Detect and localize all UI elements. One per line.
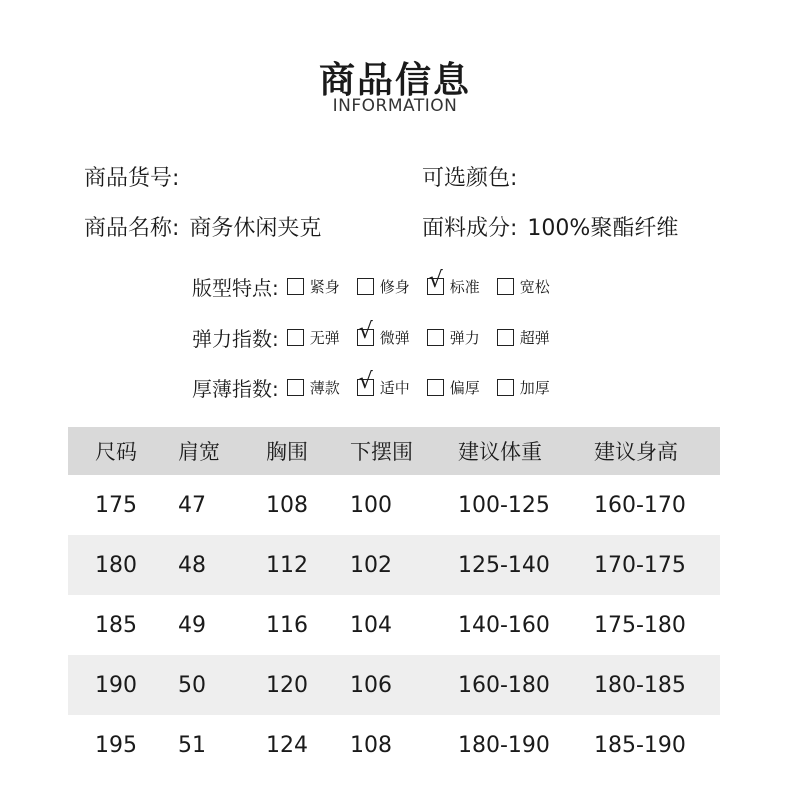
option-choice-label: 适中: [379, 379, 410, 397]
table-cell: 180-190: [458, 732, 550, 758]
table-cell: 160-170: [594, 492, 686, 518]
option-choice-label: 标准: [449, 278, 480, 296]
table-cell: 170-175: [594, 552, 686, 578]
size-table: [68, 427, 720, 775]
option-choice[interactable]: [427, 268, 480, 297]
column-header: 胸围: [266, 440, 308, 464]
table-cell: 124: [266, 732, 308, 758]
option-choice-label: 加厚: [519, 379, 550, 397]
check-mark-icon[interactable]: [357, 369, 374, 396]
empty-checkbox-icon[interactable]: [497, 329, 514, 346]
option-choice-label: 弹力: [449, 329, 480, 347]
table-row: [68, 655, 720, 715]
table-cell: 47: [178, 492, 206, 518]
table-cell: 108: [266, 492, 308, 518]
column-header: 肩宽: [178, 440, 220, 464]
table-cell: 175-180: [594, 612, 686, 638]
option-choice-label: 偏厚: [449, 379, 480, 397]
fabric-label: 面料成分:: [422, 216, 518, 241]
option-choice[interactable]: [497, 377, 550, 398]
check-mark-icon[interactable]: [427, 268, 444, 295]
page-subtitle: INFORMATION: [332, 96, 458, 116]
empty-checkbox-icon[interactable]: [357, 278, 374, 295]
option-choice-label: 薄款: [309, 379, 340, 397]
table-cell: 195: [95, 732, 137, 758]
option-row: [192, 319, 567, 352]
check-mark-icon[interactable]: [357, 319, 374, 346]
option-choice[interactable]: [287, 327, 340, 348]
table-row: [68, 475, 720, 535]
table-row: [68, 715, 720, 775]
check-mark-icon: √: [358, 319, 373, 344]
product-name-label: 商品名称:: [84, 216, 180, 241]
option-choice[interactable]: [287, 377, 340, 398]
table-cell: 160-180: [458, 672, 550, 698]
table-cell: 180-185: [594, 672, 686, 698]
table-cell: 49: [178, 612, 206, 638]
option-row-label: 版型特点:: [192, 276, 279, 300]
table-cell: 108: [350, 732, 392, 758]
table-cell: 116: [266, 612, 308, 638]
table-cell: 175: [95, 492, 137, 518]
table-cell: 185: [95, 612, 137, 638]
option-row-label: 厚薄指数:: [192, 377, 279, 401]
option-choice-label: 修身: [379, 278, 410, 296]
fabric-value: 100%聚酯纤维: [527, 216, 679, 241]
table-cell: 112: [266, 552, 308, 578]
table-cell: 48: [178, 552, 206, 578]
table-cell: 100: [350, 492, 392, 518]
table-cell: 106: [350, 672, 392, 698]
column-header: 建议体重: [458, 440, 542, 464]
table-cell: 104: [350, 612, 392, 638]
size-table-header: [68, 427, 720, 475]
table-cell: 190: [95, 672, 137, 698]
table-row: [68, 535, 720, 595]
option-row: [192, 369, 567, 402]
table-cell: 120: [266, 672, 308, 698]
empty-checkbox-icon[interactable]: [427, 379, 444, 396]
table-cell: 180: [95, 552, 137, 578]
option-choice[interactable]: [357, 369, 410, 398]
option-choice-label: 宽松: [519, 278, 550, 296]
empty-checkbox-icon[interactable]: [427, 329, 444, 346]
option-choice[interactable]: [497, 276, 550, 297]
option-choice-label: 紧身: [309, 278, 340, 296]
option-choice[interactable]: [287, 276, 340, 297]
table-cell: 185-190: [594, 732, 686, 758]
table-cell: 51: [178, 732, 206, 758]
column-header: 尺码: [95, 440, 137, 464]
table-row: [68, 595, 720, 655]
option-choice-label: 超弹: [519, 329, 550, 347]
table-cell: 102: [350, 552, 392, 578]
check-mark-icon: √: [358, 369, 373, 394]
page-title: 商品信息: [318, 60, 471, 101]
option-choice[interactable]: [357, 276, 410, 297]
product-name: [84, 211, 321, 242]
column-header: 建议身高: [594, 440, 678, 464]
option-row-label: 弹力指数:: [192, 327, 279, 351]
empty-checkbox-icon[interactable]: [287, 329, 304, 346]
option-choice[interactable]: [427, 377, 480, 398]
column-header: 下摆围: [350, 440, 413, 464]
product-name-value: 商务休闲夹克: [189, 216, 322, 241]
option-choice[interactable]: [427, 327, 480, 348]
empty-checkbox-icon[interactable]: [287, 278, 304, 295]
empty-checkbox-icon[interactable]: [497, 379, 514, 396]
item-number-label: 商品货号:: [84, 166, 180, 191]
option-row: [192, 268, 567, 301]
table-cell: 50: [178, 672, 206, 698]
option-choice-label: 微弹: [379, 329, 410, 347]
empty-checkbox-icon[interactable]: [287, 379, 304, 396]
table-cell: 100-125: [458, 492, 550, 518]
size-table-body: [68, 475, 720, 775]
check-mark-icon: √: [428, 268, 443, 293]
option-choice[interactable]: [357, 319, 410, 348]
table-cell: 140-160: [458, 612, 550, 638]
fabric-composition: [422, 211, 678, 242]
color-label: 可选颜色:: [422, 166, 518, 191]
empty-checkbox-icon[interactable]: [497, 278, 514, 295]
option-choice-label: 无弹: [309, 329, 340, 347]
table-cell: 125-140: [458, 552, 550, 578]
option-choice[interactable]: [497, 327, 550, 348]
